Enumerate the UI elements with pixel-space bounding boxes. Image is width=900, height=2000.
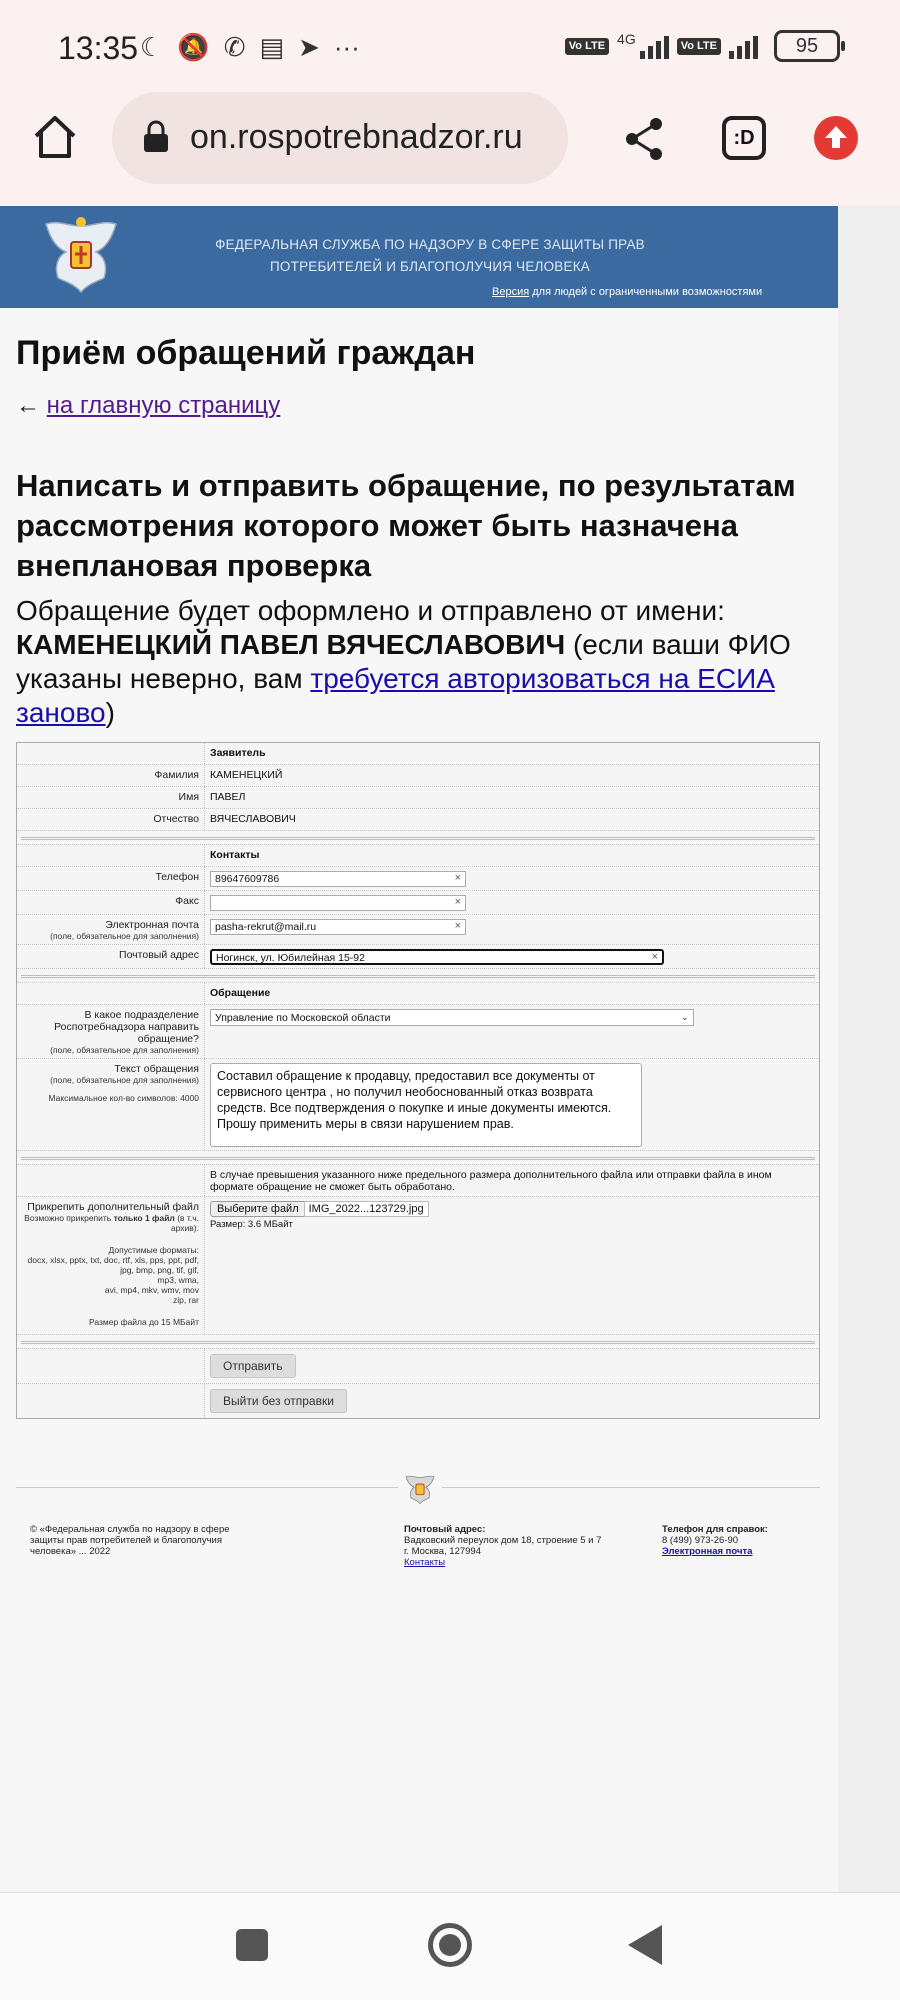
phone-row	[17, 867, 819, 891]
patronymic-value: ВЯЧЕСЛАВОВИЧ	[210, 813, 296, 825]
missed-call-icon: ✆	[223, 32, 246, 62]
volte-icon-2: Vo LTE	[677, 38, 721, 55]
tabs-button[interactable]: :D	[722, 116, 766, 160]
page-right-gutter	[838, 206, 900, 1896]
message-icon: ▤	[259, 32, 285, 62]
choose-file-button[interactable]: Выберите файл	[210, 1201, 306, 1217]
appeal-text-row	[17, 1059, 819, 1151]
footer-emblem	[398, 1467, 442, 1511]
moon-icon: ☾	[140, 32, 164, 62]
clear-icon[interactable]: ×	[454, 920, 461, 932]
contacts-link[interactable]: Контакты	[404, 1557, 446, 1568]
fax-input[interactable]	[210, 895, 466, 911]
address-input[interactable]: Ногинск, ул. Юбилейная 15-92 ×	[210, 949, 664, 965]
more-dots-icon: ···	[333, 32, 360, 62]
department-label: В какое подразделение Роспотребнадзора направить обращение? (поле, обязательное для заполнения)	[17, 1005, 205, 1058]
muted-bell-icon: 🔕	[177, 32, 210, 62]
sender-note: Обращение будет оформлено и отправлено от имени: КАМЕНЕЦКИЙ ПАВЕЛ ВЯЧЕСЛАВОВИЧ (если ваши ФИО указаны неверно, вам требуется авторизоваться на ЕСИА заново)	[16, 595, 791, 728]
contacts-section-row	[17, 845, 819, 867]
home-icon[interactable]	[30, 112, 80, 162]
email-row	[17, 915, 819, 945]
address-label: Почтовый адрес	[17, 945, 205, 968]
clear-icon[interactable]: ×	[651, 951, 658, 963]
file-size: Размер: 3.6 МБайт	[210, 1219, 293, 1230]
signal-icon	[640, 33, 669, 59]
appeal-form	[16, 742, 820, 1419]
section-title: Заявитель	[210, 747, 266, 759]
upload-icon[interactable]	[814, 116, 858, 160]
back-link-row	[16, 392, 280, 420]
form-heading: Написать и отправить обращение, по результатам рассмотрения которого может быть назначена внеплановая проверка	[16, 468, 796, 583]
share-icon[interactable]	[620, 114, 670, 164]
phone-input[interactable]: 89647609786 ×	[210, 871, 466, 887]
battery-icon: 95	[774, 30, 840, 62]
lock-icon	[142, 120, 170, 154]
section-title: Контакты	[210, 849, 260, 861]
email-input[interactable]: pasha-rekrut@mail.ru ×	[210, 919, 466, 935]
file-name: IMG_2022...123729.jpg	[304, 1201, 429, 1217]
patronymic-label: Отчество	[17, 809, 205, 830]
footer-phone: Телефон для справок: 8 (499) 973-26-90 Электронная почта	[662, 1524, 768, 1557]
phone-label: Телефон	[17, 867, 205, 890]
sender-name: КАМЕНЕЦКИЙ ПАВЕЛ ВЯЧЕСЛАВОВИЧ	[16, 629, 566, 660]
agency-title: ФЕДЕРАЛЬНАЯ СЛУЖБА ПО НАДЗОРУ В СФЕРЕ ЗАЩИТЫ ПРАВ ПОТРЕБИТЕЛЕЙ И БЛАГОПОЛУЧИЯ ЧЕЛОВЕКА	[215, 237, 645, 274]
signal-icon-2	[729, 33, 758, 59]
system-indicators	[565, 30, 840, 62]
footer-postal: Почтовый адрес: Вадковский переулок дом 18, строение 5 и 7 г. Москва, 127994 Контакты	[404, 1524, 602, 1568]
submit-row	[17, 1349, 819, 1384]
fax-label: Факс	[17, 891, 205, 914]
network-type: 4G	[617, 31, 636, 47]
reauth-link[interactable]: требуется авторизоваться на ЕСИА заново	[16, 663, 775, 728]
chevron-down-icon: ⌄	[680, 1012, 689, 1023]
file-warning: В случае превышения указанного ниже предельного размера дополнительного файла или отправки файла в ином формате обращение не сможет быть обработано.	[210, 1169, 772, 1193]
back-arrow-icon: ←	[16, 392, 40, 419]
recents-button[interactable]	[236, 1929, 268, 1961]
appeal-section-row	[17, 983, 819, 1005]
footer-copyright: © «Федеральная служба по надзору в сфере защиты прав потребителей и благополучия человека» ... 2022	[30, 1524, 230, 1557]
site-header-banner	[0, 206, 838, 308]
appeal-textarea[interactable]: Составил обращение к продавцу, предоставил все документы от сервисного центра , но получил необоснованный отказ возврата средств. Все подтверждения о покупке и иные документы имеются. Прошу применить меры в связи нарушением прав.	[210, 1063, 642, 1147]
system-navigation-bar	[0, 1892, 900, 2000]
surname-value: КАМЕНЕЦКИЙ	[210, 769, 283, 781]
exit-without-sending-button[interactable]: Выйти без отправки	[210, 1389, 347, 1413]
divider	[17, 1335, 819, 1349]
file-warning-row	[17, 1165, 819, 1197]
clear-icon[interactable]: ×	[454, 872, 461, 884]
accessibility-version: Версия для людей с ограниченными возможностями	[492, 286, 763, 298]
name-row	[17, 787, 819, 809]
rospotrebnadzor-emblem[interactable]	[38, 212, 124, 302]
notification-icons	[140, 32, 360, 63]
attach-row	[17, 1197, 819, 1335]
email-link[interactable]: Электронная почта	[662, 1546, 753, 1557]
patronymic-row	[17, 809, 819, 831]
divider	[17, 969, 819, 983]
surname-row	[17, 765, 819, 787]
clock: 13:35	[58, 30, 139, 66]
telegram-icon: ➤	[298, 32, 320, 62]
divider	[17, 831, 819, 845]
volte-icon: Vo LTE	[565, 38, 609, 55]
clear-icon[interactable]: ×	[454, 896, 461, 908]
exit-row	[17, 1384, 819, 1418]
name-label: Имя	[17, 787, 205, 808]
section-title: Обращение	[210, 987, 271, 999]
page-title: Приём обращений граждан	[16, 334, 476, 372]
address-bar[interactable]	[112, 92, 568, 184]
surname-label: Фамилия	[17, 765, 205, 786]
accessibility-link[interactable]: Версия	[492, 286, 530, 298]
email-label: Электронная почта (поле, обязательное для заполнения)	[17, 915, 205, 944]
appeal-text-label: Текст обращения (поле, обязательное для заполнения) Максимальное кол-во символов: 4000	[17, 1059, 205, 1150]
fax-row	[17, 891, 819, 915]
home-button[interactable]	[428, 1923, 472, 1967]
divider	[17, 1151, 819, 1165]
url-text: on.rospotrebnadzor.ru	[190, 118, 523, 156]
browser-toolbar	[0, 92, 900, 206]
back-button[interactable]	[628, 1925, 662, 1965]
status-bar	[0, 0, 900, 92]
applicant-section-row	[17, 743, 819, 765]
attach-label: Прикрепить дополнительный файл Возможно прикрепить только 1 файл (в т.ч. архив). Допустимые форматы: docx, xlsx, pptx, txt, doc, rtf, xls, pps, ppt, pdf, jpg, bmp, png, tif, gif, mp3, wma, avi, mp4, mkv, wmv, mov zip, rar Размер файла до 15 МБайт	[17, 1197, 205, 1334]
department-row	[17, 1005, 819, 1059]
address-row	[17, 945, 819, 969]
home-page-link[interactable]: на главную страницу	[46, 392, 281, 419]
name-value: ПАВЕЛ	[210, 791, 246, 803]
submit-button[interactable]: Отправить	[210, 1354, 296, 1378]
department-select[interactable]: Управление по Московской области ⌄	[210, 1009, 694, 1026]
